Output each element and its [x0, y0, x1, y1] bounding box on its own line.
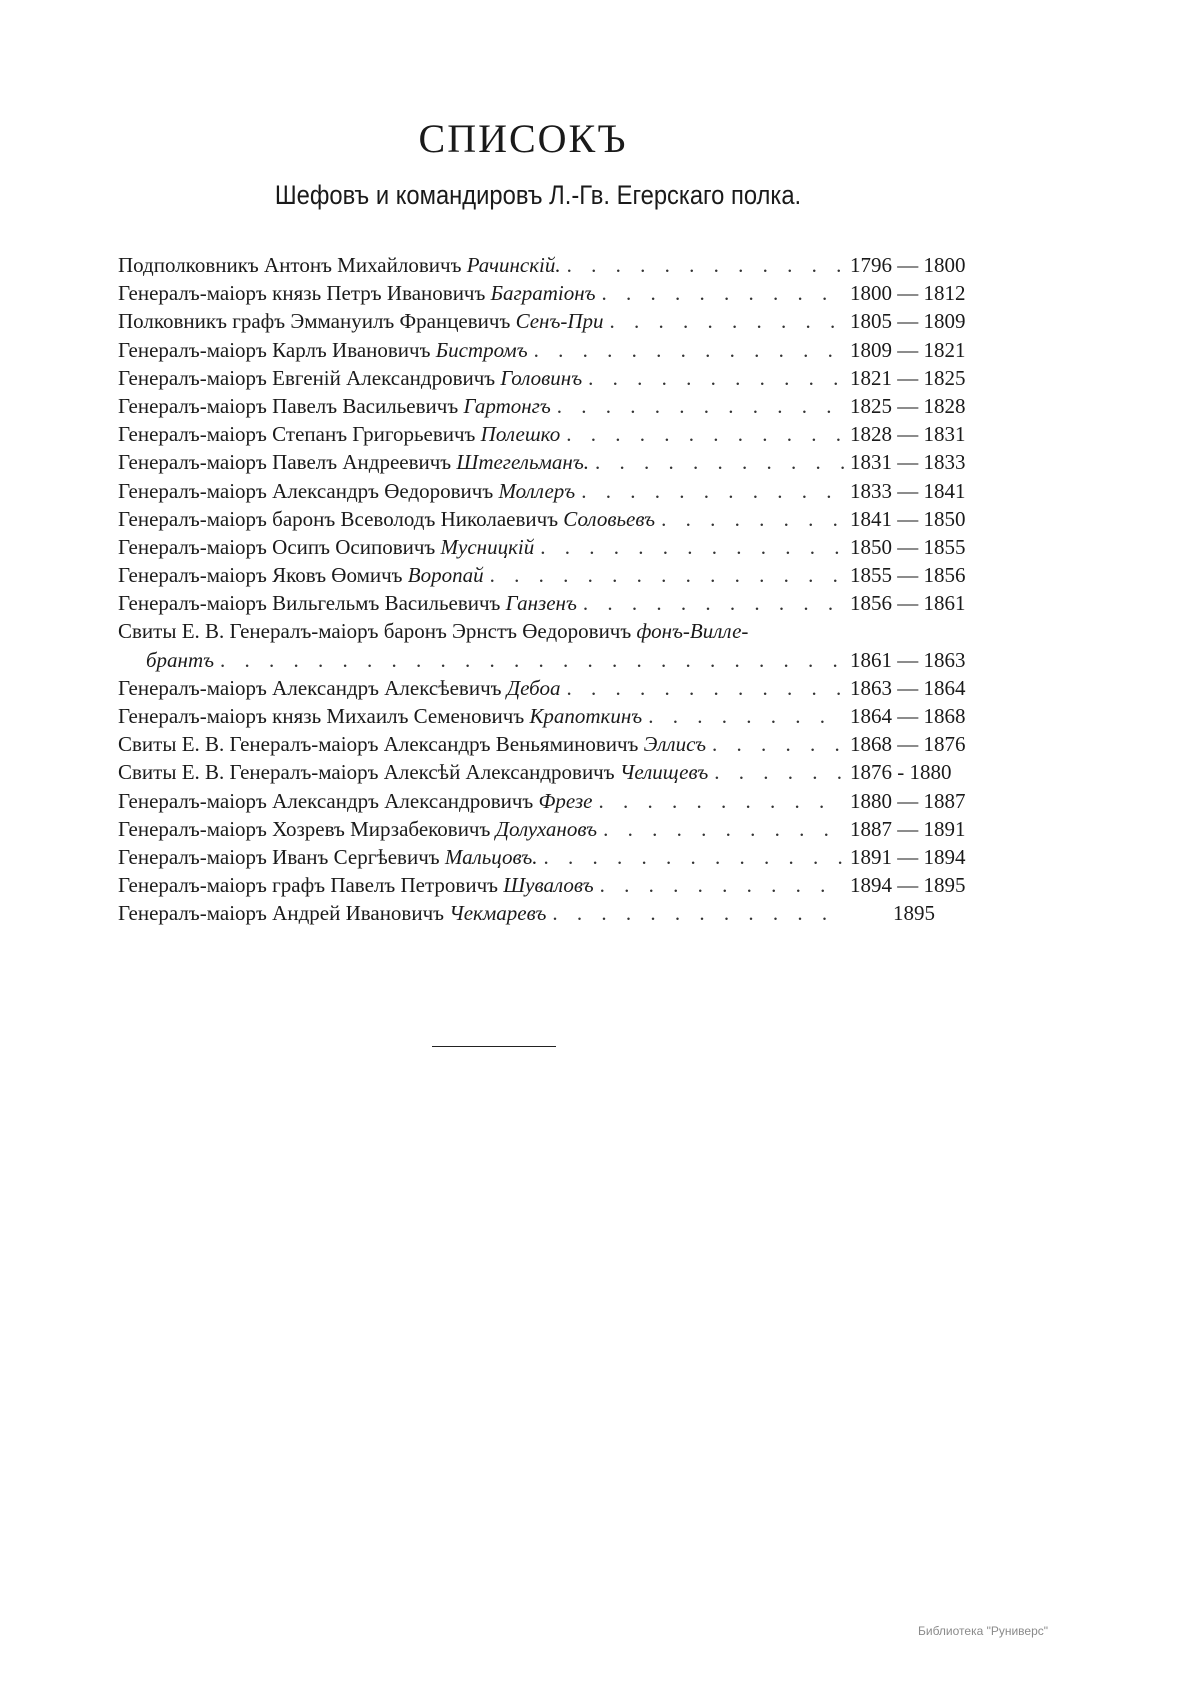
list-item — [118, 676, 978, 704]
entry-years: 1821 — 1825 — [850, 365, 966, 390]
entry-name — [118, 619, 748, 644]
entry-surname: фонъ-Вилле- — [636, 619, 749, 644]
entry-surname: Чекмаревъ — [449, 901, 547, 926]
entry-rank: Генералъ-маіоръ Вильгельмъ Васильевичъ — [118, 591, 501, 616]
entry-rank: Генералъ-маіоръ Карлъ Ивановичъ — [118, 337, 431, 362]
entry-name — [118, 338, 528, 363]
dot-leader — [714, 760, 844, 785]
list-item — [118, 789, 978, 817]
entry-name — [118, 591, 577, 616]
entry-years: 1805 — 1809 — [850, 309, 966, 334]
list-item — [118, 591, 978, 619]
entry-rank: Генералъ-маіоръ графъ Павелъ Петровичъ — [118, 873, 498, 898]
entry-rank: Генералъ-маіоръ Александръ Алексѣевичъ — [118, 675, 502, 700]
dot-leader — [544, 845, 844, 870]
entry-surname: Шуваловъ — [503, 873, 594, 898]
page-title: СПИСОКЪ — [418, 115, 628, 161]
dot-leader — [712, 732, 844, 757]
entry-years: 1876 - 1880 — [850, 760, 952, 785]
entry-years: 1868 — 1876 — [850, 732, 966, 757]
list-item — [118, 450, 978, 478]
entry-name — [118, 450, 589, 475]
dot-leader — [581, 479, 844, 504]
dot-leader — [588, 366, 844, 391]
entry-name — [118, 732, 706, 757]
entry-name — [118, 535, 534, 560]
entry-rank: Генералъ-маіоръ Евгеній Александровичъ — [118, 365, 496, 390]
entry-name — [118, 479, 575, 504]
entry-surname: Ганзенъ — [505, 591, 577, 616]
entry-name — [118, 817, 597, 842]
entry-rank: Генералъ-маіоръ князь Михаилъ Семеновичъ — [118, 704, 525, 728]
entry-surname: Сенъ-При — [515, 309, 604, 334]
entry-surname: Фрезе — [538, 788, 593, 813]
list-item — [118, 507, 978, 535]
entry-years: 1841 — 1850 — [850, 506, 966, 531]
entry-years: 1850 — 1855 — [850, 534, 966, 559]
dot-leader — [648, 704, 844, 729]
entry-surname: Эллисъ — [643, 732, 707, 757]
dot-leader — [534, 338, 844, 363]
list-item — [118, 422, 978, 450]
entry-surname: Челищевъ — [619, 760, 709, 785]
entry-surname: Воропай — [407, 563, 484, 588]
list-item — [118, 704, 978, 732]
dot-leader — [567, 253, 844, 278]
list-item — [118, 732, 978, 760]
list-item — [118, 366, 978, 394]
dot-leader — [583, 591, 844, 616]
entry-surname: Гартонгъ — [463, 393, 551, 418]
entry-name — [118, 563, 484, 588]
entry-rank: Полковникъ графъ Эммануилъ Францевичъ — [118, 309, 511, 334]
entry-rank: Генералъ-маіоръ князь Петръ Ивановичъ — [118, 281, 486, 306]
list-item — [118, 309, 978, 337]
entry-surname: Головинъ — [500, 365, 583, 390]
entry-years: 1864 — 1868 — [850, 704, 966, 728]
entry-surname: Мальцовъ. — [444, 844, 538, 869]
entry-years: 1800 — 1812 — [850, 281, 966, 306]
library-watermark: Библиотека "Руниверс" — [918, 1624, 1049, 1638]
entry-surname: Багратіонъ — [490, 281, 596, 306]
entry-name — [118, 422, 560, 447]
entry-rank: Генералъ-маіоръ Степанъ Григорьевичъ — [118, 422, 476, 447]
list-item — [118, 845, 978, 873]
entry-name — [118, 901, 546, 926]
dot-leader — [599, 789, 845, 814]
entry-name — [118, 789, 593, 814]
dot-leader — [603, 817, 844, 842]
entry-rank: Подполковникъ Антонъ Михайловичъ — [118, 253, 462, 277]
entry-surname: Рачинскій. — [466, 253, 561, 277]
entry-name — [118, 507, 655, 532]
dot-leader — [661, 507, 844, 532]
entry-rank: Генералъ-маіоръ Александръ Александровичъ — [118, 788, 534, 813]
entry-years: 1831 — 1833 — [850, 450, 966, 475]
entry-rank: Свиты Е. В. Генералъ-маіоръ баронъ Эрнстъ Өедоровичъ — [118, 619, 632, 644]
entry-surname: Долухановъ — [495, 816, 598, 841]
entry-rank: Генералъ-маіоръ Иванъ Сергѣевичъ — [118, 844, 440, 869]
dot-leader — [566, 422, 844, 447]
dot-leader — [595, 450, 844, 475]
dot-leader — [490, 563, 844, 588]
entry-years: 1809 — 1821 — [850, 337, 966, 362]
list-item — [118, 253, 978, 281]
entry-rank: Генералъ-маіоръ Павелъ Васильевичъ — [118, 393, 459, 418]
entry-name — [118, 676, 560, 701]
entry-name — [118, 366, 582, 391]
list-item — [118, 760, 978, 788]
entry-name — [118, 704, 642, 729]
dot-leader — [552, 901, 844, 926]
entry-name — [118, 309, 604, 334]
entry-rank: Генералъ-маіоръ Хозревъ Мирзабековичъ — [118, 816, 491, 841]
entry-years: 1856 — 1861 — [850, 591, 966, 616]
entry-surname: Бистромъ — [435, 337, 528, 362]
list-item — [118, 281, 978, 309]
list-item — [118, 873, 978, 901]
entry-rank: Генералъ-маіоръ Павелъ Андреевичъ — [118, 450, 452, 475]
entry-rank: Свиты Е. В. Генералъ-маіоръ Александръ Веньяминовичъ — [118, 732, 639, 757]
dot-leader — [540, 535, 844, 560]
commanders-list — [118, 253, 978, 930]
list-item — [118, 901, 978, 929]
entry-name — [118, 845, 538, 870]
entry-rank: Генералъ-маіоръ баронъ Всеволодъ Николаевичъ — [118, 506, 559, 531]
page-subtitle: Шефовъ и командировъ Л.-Гв. Егерскаго полка. — [274, 180, 802, 210]
dot-leader — [220, 648, 844, 673]
entry-years: 1861 — 1863 — [850, 647, 966, 672]
entry-surname: Моллеръ — [498, 478, 576, 503]
list-item — [118, 535, 978, 563]
entry-rank: Генералъ-маіоръ Осипъ Осиповичъ — [118, 534, 436, 559]
entry-surname: Мусницкій — [440, 534, 535, 559]
list-item — [118, 479, 978, 507]
list-item — [118, 619, 978, 647]
entry-years: 1863 — 1864 — [850, 675, 966, 700]
list-item-continuation — [118, 648, 978, 676]
entry-years: 1880 — 1887 — [850, 788, 966, 813]
entry-years: 1894 — 1895 — [850, 873, 966, 898]
dot-leader — [557, 394, 844, 419]
entry-rank: Генералъ-маіоръ Яковъ Өомичъ — [118, 563, 403, 588]
entry-rank: Генералъ-маіоръ Андрей Ивановичъ — [118, 901, 445, 926]
entry-name — [118, 760, 708, 785]
entry-surname: Дебоа — [506, 675, 561, 700]
entry-rank: Свиты Е. В. Генералъ-маіоръ Алексѣй Александровичъ — [118, 760, 615, 785]
list-item — [118, 817, 978, 845]
dot-leader — [602, 281, 844, 306]
entry-surname: Крапоткинъ — [529, 704, 643, 728]
list-item — [118, 394, 978, 422]
entry-name — [118, 281, 596, 306]
entry-surname-continuation: брантъ — [146, 647, 215, 672]
entry-name — [118, 253, 561, 278]
entry-years: 1891 — 1894 — [850, 844, 966, 869]
entry-surname: Полешко — [480, 422, 561, 447]
entry-years: 1855 — 1856 — [850, 563, 966, 588]
dot-leader — [610, 309, 844, 334]
entry-years: 1895 — [893, 901, 935, 926]
entry-surname: Соловьевъ — [563, 506, 656, 531]
closing-rule — [432, 1046, 556, 1047]
entry-name — [118, 873, 594, 898]
list-item — [118, 338, 978, 366]
entry-rank: Генералъ-маіоръ Александръ Өедоровичъ — [118, 478, 494, 503]
entry-surname: Штегельманъ. — [456, 450, 589, 475]
dot-leader — [600, 873, 844, 898]
entry-name — [118, 394, 551, 419]
dot-leader — [566, 676, 844, 701]
list-item — [118, 563, 978, 591]
entry-years: 1825 — 1828 — [850, 393, 966, 418]
entry-years: 1833 — 1841 — [850, 478, 966, 503]
entry-years: 1796 — 1800 — [850, 253, 966, 277]
entry-years: 1828 — 1831 — [850, 422, 966, 447]
entry-years: 1887 — 1891 — [850, 816, 966, 841]
